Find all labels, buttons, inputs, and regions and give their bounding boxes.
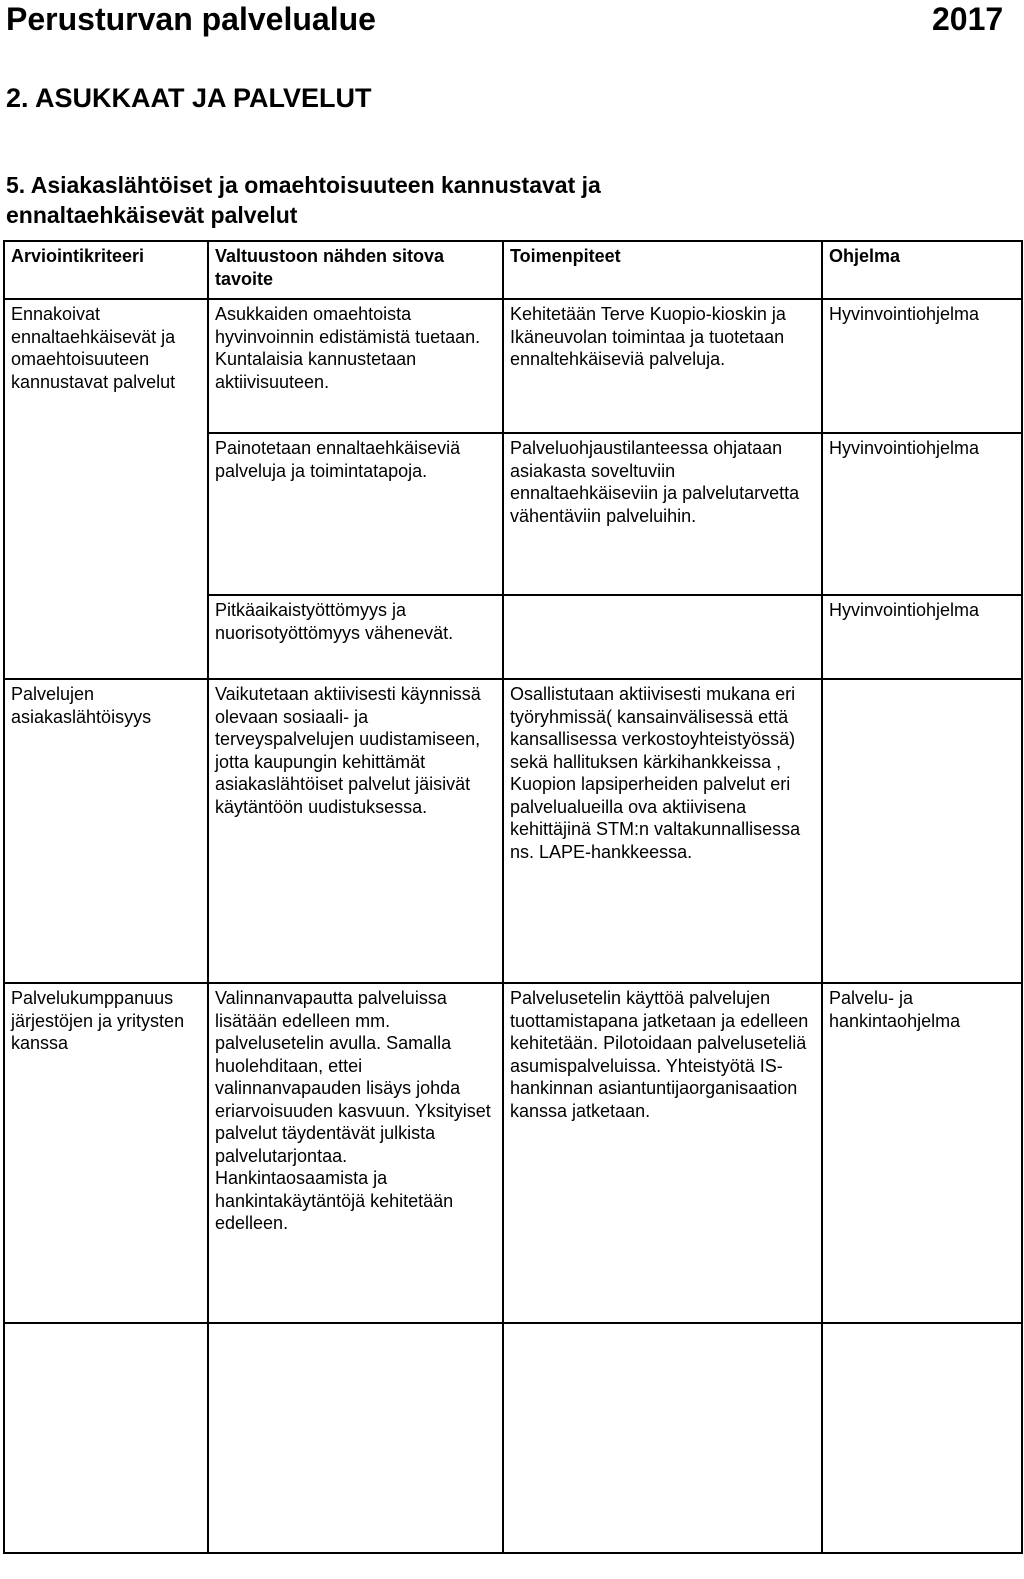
program-cell: Hyvinvointiohjelma [822, 433, 1022, 595]
column-header-measures: Toimenpiteet [503, 241, 822, 299]
measures-cell: Osallistutaan aktiivisesti mukana eri työryhmissä( kansainvälisessä että kansallisessa verkostoyhteistyössä) sekä hallituksen kärkihankkeissa , Kuopion lapsiperheiden palvelut eri palvelualueilla ova aktiivisena kehittäjinä STM:n valtakunnallisessa ns. LAPE-hankkeessa. [503, 679, 822, 983]
goal-cell [208, 1323, 503, 1553]
table-row [4, 299, 1022, 433]
measures-cell [503, 1323, 822, 1553]
column-header-goal: Valtuustoon nähden sitova tavoite [208, 241, 503, 299]
measures-cell: Kehitetään Terve Kuopio-kioskin ja Ikäneuvolan toimintaa ja tuotetaan ennaltehkäiseviä palveluja. [503, 299, 822, 433]
goal-cell: Asukkaiden omaehtoista hyvinvoinnin edistämistä tuetaan. Kuntalaisia kannustetaan aktiivisuuteen. [208, 299, 503, 433]
criterion-cell [4, 1323, 208, 1553]
subsection-title: 5. Asiakaslähtöiset ja omaehtoisuuteen kannustavat ja ennaltaehkäisevät palvelut [6, 172, 601, 228]
column-header-criterion: Arviointikriteeri [4, 241, 208, 299]
program-cell: Hyvinvointiohjelma [822, 299, 1022, 433]
program-cell: Palvelu- ja hankintaohjelma [822, 983, 1022, 1323]
goal-cell: Valinnanvapautta palveluissa lisätään edelleen mm. palvelusetelin avulla. Samalla huolehditaan, ettei valinnanvapauden lisäys johda eriarvoisuuden kasvuun. Yksityiset palvelut täydentävät julkista palvelutarjontaa. Hankintaosaamista ja hankintakäytäntöjä kehitetään edelleen. [208, 983, 503, 1323]
section-title: 2. ASUKKAAT JA PALVELUT [6, 83, 372, 113]
table-row [4, 679, 1022, 983]
measures-cell [503, 595, 822, 679]
measures-cell: Palvelusetelin käyttöä palvelujen tuottamistapana jatketaan ja edelleen kehitetään. Pilotoidaan palveluseteliä asumispalveluissa. Yhteistyötä IS-hankinnan asiantuntijaorganisaation kanssa jatketaan. [503, 983, 822, 1323]
table-row [4, 1323, 1022, 1553]
criteria-table [3, 240, 1023, 1554]
criterion-cell: Palvelukumppanuus järjestöjen ja yritysten kanssa [4, 983, 208, 1323]
program-cell [822, 1323, 1022, 1553]
document-title: Perusturvan palvelualue [6, 1, 376, 37]
document-year: 2017 [932, 1, 1004, 37]
column-header-program: Ohjelma [822, 241, 1022, 299]
program-cell [822, 679, 1022, 983]
criterion-cell: Palvelujen asiakaslähtöisyys [4, 679, 208, 983]
goal-cell: Vaikutetaan aktiivisesti käynnissä olevaan sosiaali- ja terveyspalvelujen uudistamiseen, jotta kaupungin kehittämät asiakaslähtöiset palvelut jäisivät käytäntöön uudistuksessa. [208, 679, 503, 983]
table-header-row [4, 241, 1022, 299]
table-row [4, 983, 1022, 1323]
measures-cell: Palveluohjaustilanteessa ohjataan asiakasta soveltuviin ennaltaehkäiseviin ja palvelutarvetta vähentäviin palveluihin. [503, 433, 822, 595]
goal-cell: Pitkäaikaistyöttömyys ja nuorisotyöttömyys vähenevät. [208, 595, 503, 679]
goal-cell: Painotetaan ennaltaehkäiseviä palveluja ja toimintatapoja. [208, 433, 503, 595]
program-cell: Hyvinvointiohjelma [822, 595, 1022, 679]
criterion-cell: Ennakoivat ennaltaehkäisevät ja omaehtoisuuteen kannustavat palvelut [4, 299, 208, 679]
